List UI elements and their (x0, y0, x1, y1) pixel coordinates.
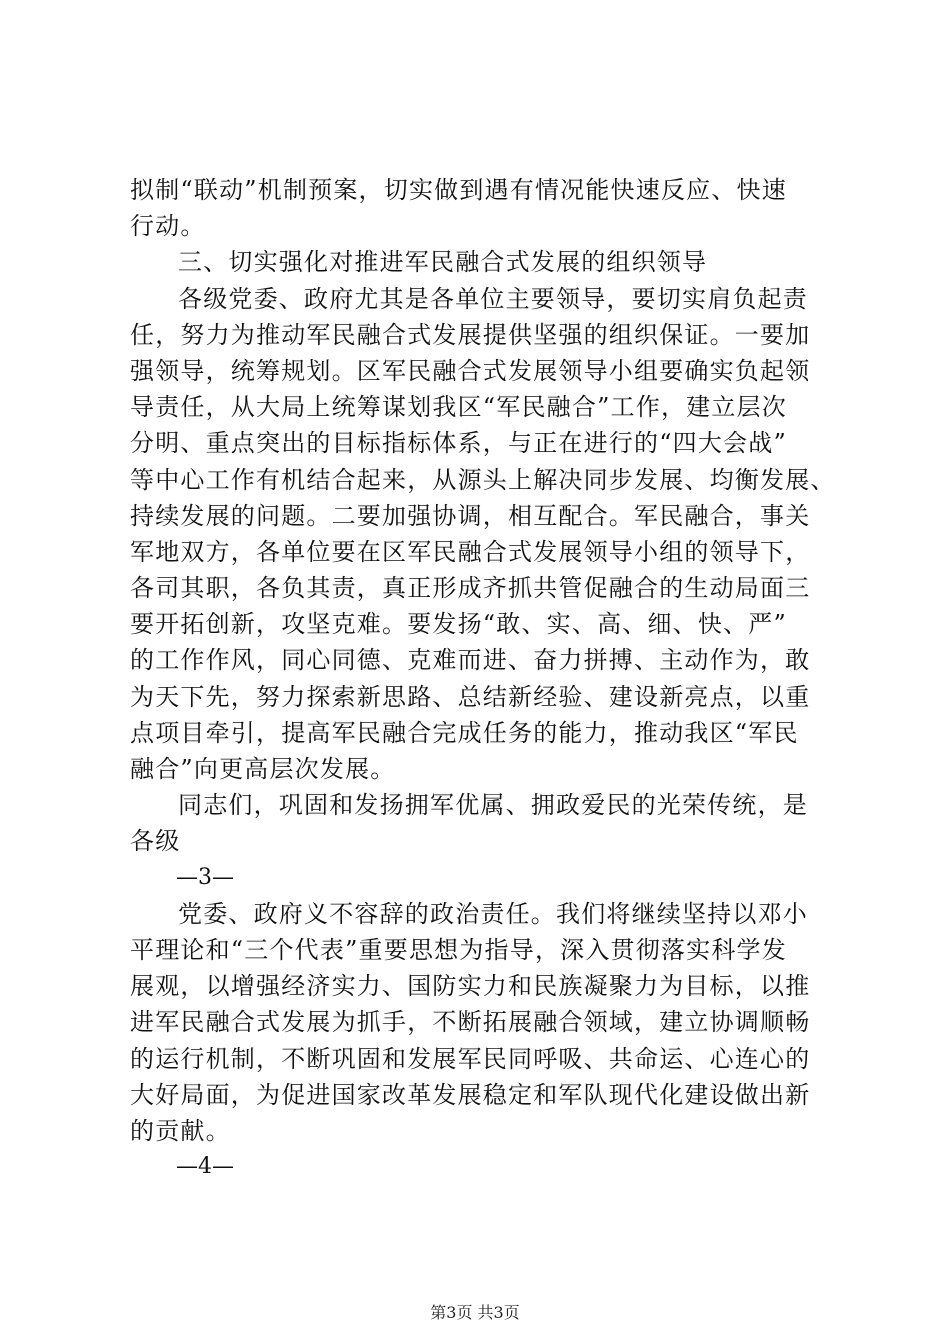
paragraph-start: 各级党委、政府尤其是各单位主要领导，要切实肩负起责 (178, 284, 808, 313)
page-number-marker: —4— (176, 1154, 234, 1180)
body-line: 大好局面，为促进国家改革发展稳定和军队现代化建设做出新 (130, 1080, 811, 1109)
section-heading: 三、切实强化对推进军民融合式发展的组织领导 (178, 248, 708, 277)
body-line: 拟制“联动”机制预案，切实做到遇有情况能快速反应、快速 (130, 176, 787, 204)
body-line: 要开拓创新，攻坚克难。要发扬“敢、实、高、细、快、严” (130, 610, 787, 639)
body-line: 各级 (130, 827, 181, 856)
body-line: 持续发展的问题。二要加强协调，相互配合。军民融合，事关 (130, 501, 811, 530)
body-line: 进军民融合式发展为抓手，不断拓展融合领域，建立协调顺畅 (130, 1008, 811, 1037)
document-body (130, 172, 836, 1185)
body-line: 各司其职，各负其责，真正形成齐抓共管促融合的生动局面三 (130, 574, 811, 603)
body-line: 的运行机制，不断巩固和发展军民同呼吸、共命运、心连心的 (130, 1044, 811, 1073)
paragraph-start: 同志们，巩固和发扬拥军优属、拥政爱民的光荣传统，是 (178, 791, 808, 820)
paragraph-start: 党委、政府义不容辞的政治责任。我们将继续坚持以邓小 (178, 899, 808, 928)
body-line: 融合”向更高层次发展。 (130, 755, 396, 783)
body-line: 行动。 (130, 212, 206, 241)
body-line: 等中心工作有机结合起来，从源头上解决同步发展、均衡发展、 (130, 465, 836, 494)
body-line: 为天下先，努力探索新思路、总结新经验、建设新亮点，以重 (130, 682, 811, 711)
body-line: 分明、重点突出的目标指标体系，与正在进行的“四大会战” (130, 429, 787, 458)
page-number-marker: —3— (176, 864, 234, 890)
body-line: 任，努力为推动军民融合式发展提供坚强的组织保证。一要加 (130, 320, 811, 349)
body-line: 的工作作风，同心同德、克难而进、奋力拼搏、主动作为，敢 (130, 646, 811, 675)
body-line: 导责任，从大局上统筹谋划我区“军民融合”工作，建立层次 (130, 393, 787, 422)
body-line: 点项目牵引，提高军民融合完成任务的能力，推动我区“军民 (130, 718, 799, 747)
page-footer: 第3页 共3页 (430, 1303, 520, 1322)
body-line: 平理论和“三个代表”重要思想为指导，深入贯彻落实科学发 (130, 935, 787, 964)
body-line: 的贡献。 (130, 1116, 231, 1145)
body-line: 展观，以增强经济实力、国防实力和民族凝聚力为目标，以推 (130, 972, 811, 1001)
body-line: 强领导，统筹规划。区军民融合式发展领导小组要确实负起领 (130, 356, 811, 385)
body-line: 军地双方，各单位要在区军民融合式发展领导小组的领导下， (130, 537, 811, 566)
